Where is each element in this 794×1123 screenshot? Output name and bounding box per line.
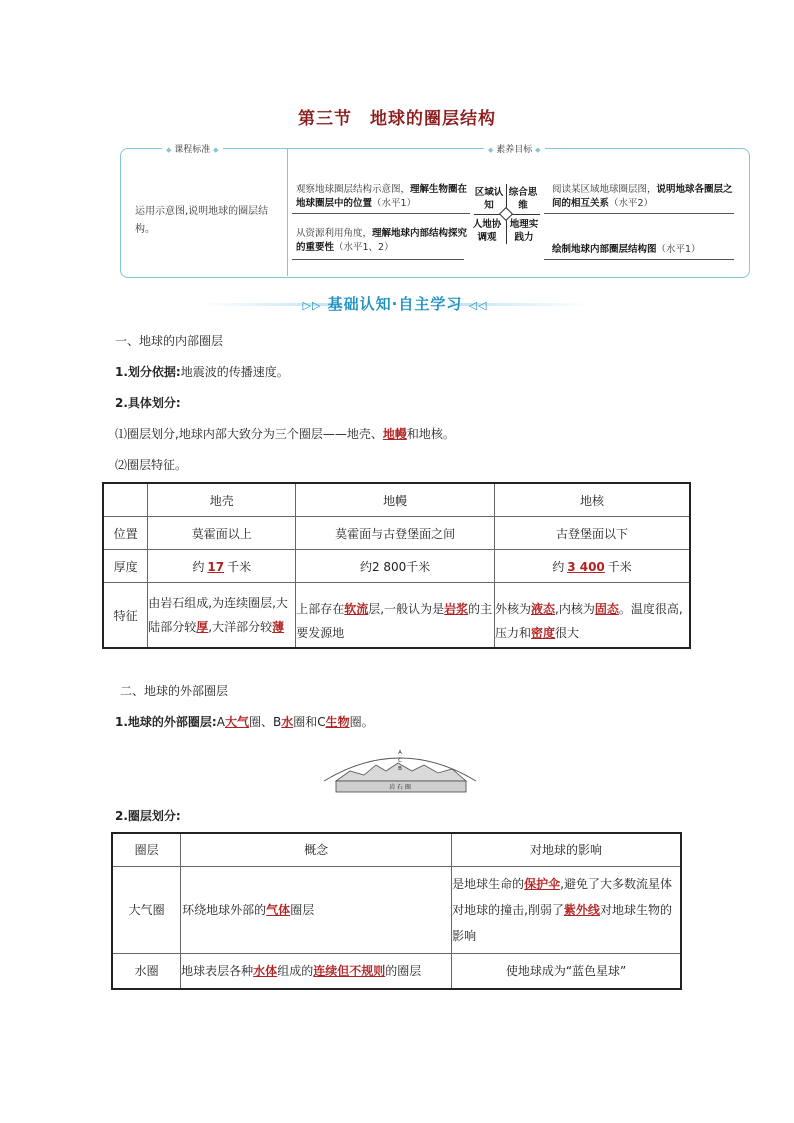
table-cell: 外核为液态,内核为固态。温度很高,压力和密度很大 xyxy=(495,583,691,649)
banner-text: ▷▷ 基础认知·自主学习 ◁◁ xyxy=(302,295,488,313)
section-banner xyxy=(200,291,590,317)
goal-1: 观察地球圈层结构示意图，理解生物圈在地球圈层中的位置（水平1） xyxy=(296,184,468,209)
table-row xyxy=(103,583,690,649)
table-cell: 由岩石组成,为连续圈层,大陆部分较厚,大洋部分较薄 xyxy=(148,583,296,649)
goal-2-line xyxy=(292,259,464,260)
inner-layers-table xyxy=(102,482,691,649)
table-header: 对地球的影响 xyxy=(452,833,681,867)
table-header: 地幔 xyxy=(296,483,495,517)
standards-divider xyxy=(287,148,288,276)
literacy-goal-tag: ◆ 素养目标 ◆ xyxy=(484,142,545,155)
table-cell: 约 17 千米 xyxy=(148,550,296,583)
center-comprehensive-thinking: 综合思维 xyxy=(508,187,538,211)
division-item-1: ⑴圈层划分,地球内部大致分为三个圈层——地壳、地幔和地核。 xyxy=(115,427,455,441)
division-basis: 1.划分依据:地震波的传播速度。 xyxy=(115,365,289,379)
table-header: 概念 xyxy=(181,833,452,867)
goal-3: 阅读某区域地球圈层图，说明地球各圈层之间的相互关系（水平2） xyxy=(552,184,733,209)
row-label: 位置 xyxy=(103,517,148,550)
table-cell: 地球表层各种水体组成的连续但不规则的圈层 xyxy=(181,954,452,990)
table-row xyxy=(112,833,681,867)
table-header: 圈层 xyxy=(112,833,181,867)
row-label: 厚度 xyxy=(103,550,148,583)
table-row xyxy=(112,954,681,990)
table-cell: 莫霍面与古登堡面之间 xyxy=(296,517,495,550)
center-regional-cognition: 区域认知 xyxy=(474,187,504,211)
course-standard-tag: ◆ 课程标准 ◆ xyxy=(162,142,223,155)
outer-layers-line: 1.地球的外部圈层:A大气圈、B水圈和C生物圈。 xyxy=(115,715,374,729)
table-row xyxy=(103,483,690,517)
page-title xyxy=(0,104,794,129)
section-1-heading: 一、地球的内部圈层 xyxy=(115,334,224,348)
row-label: 大气圈 xyxy=(112,867,181,954)
goal-3-line xyxy=(544,213,734,214)
center-human-land-harmony: 人地协调观 xyxy=(472,219,502,243)
table-cell: 古登堡面以下 xyxy=(495,517,691,550)
outer-layers-table xyxy=(111,832,682,990)
table-row xyxy=(103,517,690,550)
table-cell: 使地球成为“蓝色星球” xyxy=(452,954,681,990)
fig-label-b: B xyxy=(398,766,402,772)
goal-2: 从资源利用角度，理解地球内部结构探究的重要性（水平1、2） xyxy=(296,228,468,253)
table-row xyxy=(112,867,681,954)
section-name: 地球的圈层结构 xyxy=(370,109,496,129)
table-cell xyxy=(103,483,148,517)
goal-4-line xyxy=(544,259,734,260)
table-cell: 环绕地球外部的气体圈层 xyxy=(181,867,452,954)
table-row xyxy=(103,550,690,583)
fig-label-c: C xyxy=(398,758,402,764)
row-label: 特征 xyxy=(103,583,148,649)
section-number: 第三节 xyxy=(298,109,352,129)
table-cell: 上部存在软流层,一般认为是岩浆的主要发源地 xyxy=(296,583,495,649)
table-cell: 约2 800千米 xyxy=(296,550,495,583)
goal-1-line xyxy=(292,213,470,214)
table-cell: 莫霍面以上 xyxy=(148,517,296,550)
table-header: 地壳 xyxy=(148,483,296,517)
specific-division-label: 2.具体划分: xyxy=(115,396,181,410)
table-header: 地核 xyxy=(495,483,691,517)
center-practice-ability: 地理实践力 xyxy=(509,219,539,243)
division-item-2: ⑵圈层特征。 xyxy=(115,458,188,472)
section-2-heading: 二、地球的外部圈层 xyxy=(120,684,229,698)
outer-layers-figure xyxy=(320,741,480,793)
fig-label-a: A xyxy=(398,750,402,756)
division-label: 2.圈层划分: xyxy=(115,809,181,823)
row-label: 水圈 xyxy=(112,954,181,990)
table-cell: 约 3 400 千米 xyxy=(495,550,691,583)
table-cell: 是地球生命的保护伞,避免了大多数流星体对地球的撞击,削弱了紫外线对地球生物的影响 xyxy=(452,867,681,954)
goal-4: 绘制地球内部圈层结构图（水平1） xyxy=(552,244,701,255)
course-standard-text: 运用示意图,说明地球的圈层结构。 xyxy=(135,206,269,235)
fig-label-rock: 岩 石 圈 xyxy=(389,784,411,791)
